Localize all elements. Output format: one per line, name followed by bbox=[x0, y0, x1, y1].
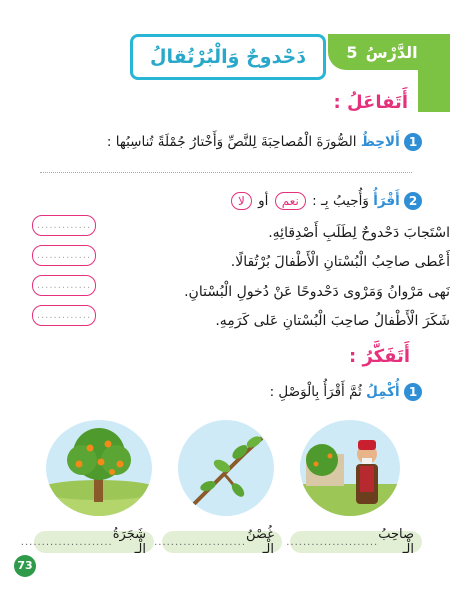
lesson-number: 5 bbox=[346, 42, 358, 62]
sentence-3: نَهى مَرْوانُ وَمَرْوى دَحْدوحًا عَنْ دُخولِ الْبُسْتانِ. bbox=[184, 284, 450, 300]
branch-image bbox=[178, 420, 274, 516]
lesson-tab bbox=[328, 34, 436, 70]
answer-box-4[interactable]: ............. bbox=[32, 305, 96, 326]
lesson-title-text: دَحْدوحٌ وَالْبُرْتُقالُ bbox=[150, 46, 306, 68]
sentence-4: شَكَرَ الْأَطْفالُ صاحِبَ الْبُسْتانِ عَلى كَرَمِهِ. bbox=[215, 313, 450, 329]
instruction-read-answer bbox=[229, 192, 422, 210]
label-text: غُصْنُ الْـ bbox=[246, 527, 274, 557]
think-heading: أَتَفَكَّرُ : bbox=[348, 346, 410, 367]
label-fill-owner[interactable] bbox=[286, 527, 422, 557]
yes-option: نعم bbox=[275, 192, 306, 210]
answer-line[interactable] bbox=[40, 172, 412, 173]
label-blank[interactable]: ...................... bbox=[286, 536, 379, 548]
lesson-label: الدَّرْسُ bbox=[365, 42, 418, 62]
no-option: لا bbox=[231, 192, 252, 210]
instruction-complete bbox=[270, 383, 422, 401]
instruction-text: ثُمَّ أَقْرَأُ بِالْوَصْلِ : bbox=[269, 384, 362, 400]
sentence-2: أَعْطى صاحِبُ الْبُسْتانِ الْأَطْفالَ بُرْتُقالًا. bbox=[230, 254, 450, 270]
label-blank[interactable]: ...................... bbox=[154, 536, 247, 548]
interact-heading: أَتَفاعَلُ : bbox=[333, 92, 408, 113]
answer-box-1[interactable]: ............. bbox=[32, 215, 96, 236]
instruction-observe bbox=[107, 133, 422, 151]
instruction-verb: أُكْمِلُ bbox=[366, 384, 400, 400]
label-text: صاحِبُ الْـ bbox=[378, 527, 414, 557]
garden-owner-image bbox=[300, 420, 400, 516]
instruction-text: وَأُجيبُ بِـ : bbox=[312, 193, 369, 209]
label-blank[interactable]: ...................... bbox=[20, 536, 113, 548]
or-text: أو bbox=[258, 193, 269, 209]
orange-tree-image bbox=[46, 420, 152, 516]
item-number-badge: 2 bbox=[404, 192, 422, 210]
lesson-title bbox=[130, 34, 326, 80]
answer-box-3[interactable]: ............. bbox=[32, 275, 96, 296]
label-text: شَجَرَةُ الْـ bbox=[112, 527, 146, 557]
item-number-badge: 1 bbox=[404, 133, 422, 151]
label-fill-tree[interactable] bbox=[20, 527, 154, 557]
instruction-verb: أَقْرَأُ bbox=[373, 193, 400, 209]
label-fill-branch[interactable] bbox=[154, 527, 282, 557]
answer-box-2[interactable]: ............. bbox=[32, 245, 96, 266]
instruction-verb: أَلاحِظُ bbox=[360, 134, 400, 150]
item-number-badge: 1 bbox=[404, 383, 422, 401]
sentence-1: اسْتَجابَ دَحْدوحٌ لِطَلَبِ أَصْدِقائِهِ. bbox=[268, 225, 450, 241]
page-number: 73 bbox=[14, 555, 36, 577]
instruction-text: الصُّورَةَ الْمُصاحِبَةَ لِلنَّصِّ وَأَخْتارُ جُمْلَةً تُناسِبُها : bbox=[106, 134, 357, 150]
